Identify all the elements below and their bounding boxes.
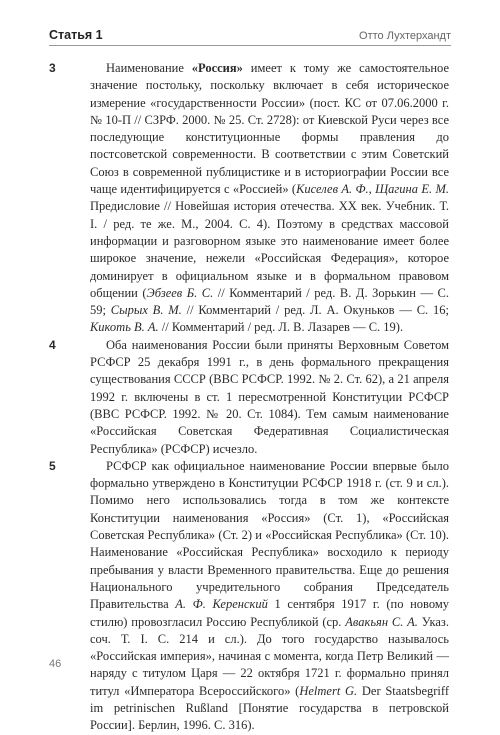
paragraph-number: 4 <box>49 337 56 352</box>
text-segment-italic: Авакьян С. А. <box>345 614 418 629</box>
paragraph-4 <box>49 337 449 458</box>
page-body <box>49 60 449 735</box>
paragraph-5 <box>49 458 449 735</box>
paragraph-number: 3 <box>49 61 56 75</box>
text-segment: Der Staatsbegriff im petrinischen Rußland [Понятие государства в петровской России]. Берлин, 1996. С. 316). <box>90 683 449 733</box>
text-segment-italic: Киселев А. Ф., Щагина Е. М. <box>296 182 449 197</box>
text-segment-italic: Сырых В. М. <box>110 303 182 318</box>
article-title: Статья 1 <box>49 28 103 42</box>
text-segment-bold: «Россия» <box>191 61 243 75</box>
text-segment: Предисловие // Новейшая история отечества. XX век. Учебник. Т. I. / ред. те же. М., 2004. С. 4). Поэтому в средствах массовой информации и разговорном языке это наименование имеет более широкое значение, нежели «Российская Федерация», которое доминирует в официальном языке и в формальном правовом общении ( <box>90 199 449 300</box>
text-segment: // Комментарий / ред. В. Д. Зорькин — С. 59; <box>90 285 449 318</box>
text-segment: Оба наименования России были приняты Верховным Советом РСФСР 25 декабря 1991 г., в день формального прекращения существования СССР (ВВС РСФСР. 1992. № 2. Ст. 62), а 21 апреля 1992 г. включены в ст. 1 пересмотренной Конституции РСФСР (ВВС РСФСР. 1992. № 20. Ст. 1084). Тем самым наименование «Российская Советская Федеративная Социалистическая Республика» (РСФСР) исчезло. <box>90 337 449 456</box>
paragraph-3 <box>49 60 449 337</box>
text-segment-italic: Helmert G. <box>299 683 358 698</box>
text-segment: имеет к тому же самостоятельное значение постольку, поскольку включает в себя историческое измерение «государственности России» (пост. КС от 07.06.2000 г. № 10-П // СЗРФ. 2000. № 25. Ст. 2728): от Киевской Руси через все последующие конституционные формы правления до постсоветской современности. В соответствии с этим Советский Союз в современной публицистике и в историографии России все чаще идентифицируется с «Россией» ( <box>90 61 449 197</box>
text-segment: // Комментарий / ред. Л. В. Лазарев — С. 19). <box>158 320 404 335</box>
running-header <box>49 22 451 42</box>
text-segment-italic: Кикоть В. А. <box>90 320 159 335</box>
text-segment: РСФСР как официальное наименование России впервые было формально утверждено в Конституции РСФСР 1918 г. (ст. 9 и сл.). Помимо него использовались тогда в том же контексте Конституции наименования «Россия» (Ст. 1), «Российская Советская Республика» (Ст. 2) и «Российская Республика» (Ст. 10). Наименование «Российская Республика» восходило к периоду пребывания у власти Временного правительства. Еще до решения Национального учредительного собрания Председатель Правительства <box>90 458 449 612</box>
paragraph-number: 5 <box>49 458 56 473</box>
text-segment: 1 сентября 1917 г. (по новому стилю) провозгласил Россию Республикой (ср. <box>90 597 449 629</box>
header-divider <box>49 45 451 46</box>
paragraph-text <box>90 337 449 458</box>
text-segment-italic: А. Ф. Керенский <box>175 597 268 612</box>
text-segment-italic: Эбзеев Б. С. <box>146 285 214 300</box>
author-name: Отто Лухтерхандт <box>359 30 451 42</box>
paragraph-text <box>90 60 449 337</box>
text-segment: // Комментарий / ред. Л. А. Окуньков — С. 16; <box>181 303 449 318</box>
text-segment: Наименование <box>106 61 192 75</box>
paragraph-text <box>90 458 449 735</box>
page-number: 46 <box>49 658 62 670</box>
text-segment: Указ. соч. Т. I. С. 214 и сл.). До того государство называлось «Российская империя», начиная с момента, когда Петр Великий — наряду с титулом Царя — 22 октября 1721 г. формально принял титул «Императора Всероссийского» ( <box>90 614 449 698</box>
